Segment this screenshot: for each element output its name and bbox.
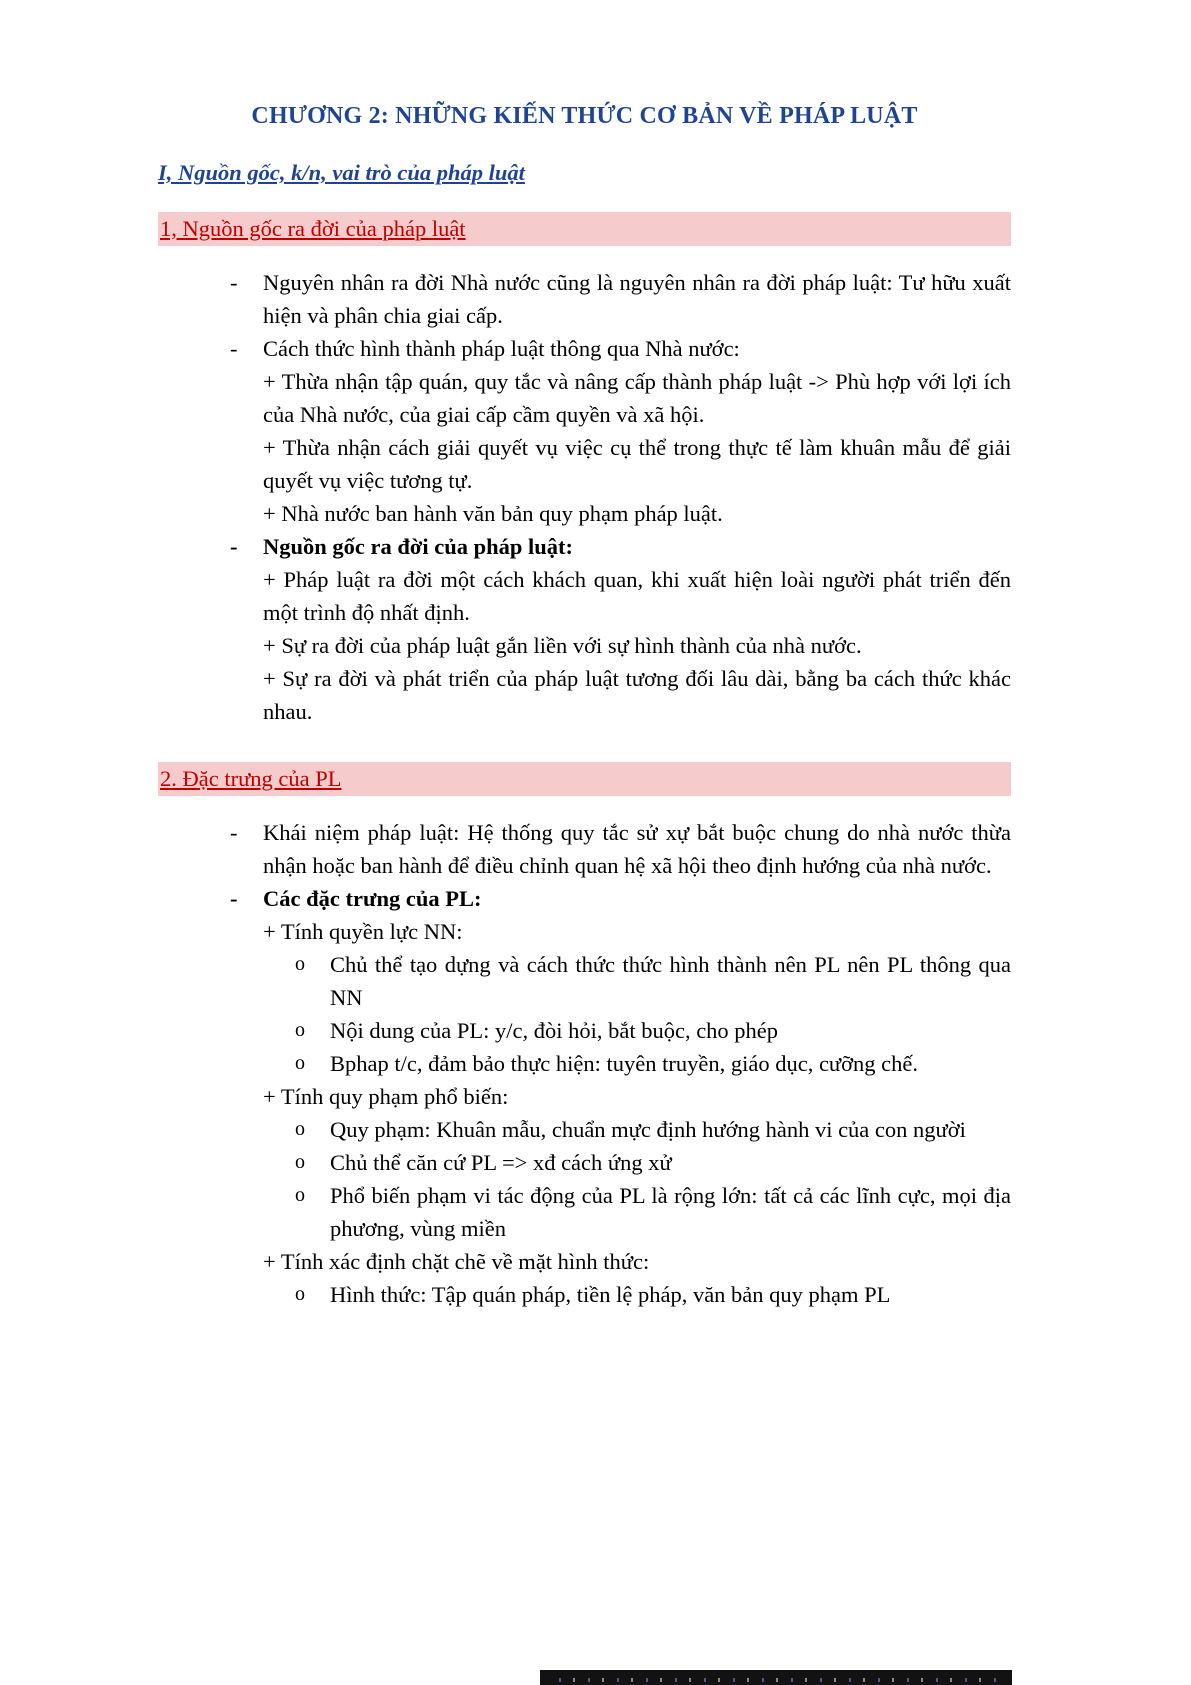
list-item-dash <box>158 266 1011 332</box>
list-item-circle <box>158 1014 1011 1047</box>
list-item-dash <box>158 882 1011 915</box>
list-item-text: Nguyên nhân ra đời Nhà nước cũng là nguyên nhân ra đời pháp luật: Tư hữu xuất hiện và phân chia giai cấp. <box>263 270 1011 328</box>
list-item-text: + Nhà nước ban hành văn bản quy phạm pháp luật. <box>263 501 723 526</box>
section-list-1 <box>158 266 1011 728</box>
list-item-text: Phổ biến phạm vi tác động của PL là rộng lớn: tất cả các lĩnh cực, mọi địa phương, vùng miền <box>330 1183 1011 1241</box>
partial-next-block <box>540 1670 1012 1685</box>
list-item-text: Khái niệm pháp luật: Hệ thống quy tắc sử xự bắt buộc chung do nhà nước thừa nhận hoặc ban hành để điều chỉnh quan hệ xã hội theo định hướng của nhà nước. <box>263 820 1011 878</box>
list-item-circle <box>158 1146 1011 1179</box>
chapter-title: CHƯƠNG 2: NHỮNG KIẾN THỨC CƠ BẢN VỀ PHÁP LUẬT <box>251 103 918 129</box>
list-item-plus <box>158 497 1011 530</box>
circle-bullet: o <box>295 1019 305 1041</box>
list-item-dash <box>158 332 1011 365</box>
section-heading-text: 2. Đặc trưng của PL <box>160 766 342 791</box>
list-item-plus <box>158 563 1011 629</box>
dash-bullet: - <box>230 820 238 845</box>
list-item-text: + Thừa nhận cách giải quyết vụ việc cụ thể trong thực tế làm khuân mẫu để giải quyết vụ việc tương tự. <box>263 435 1011 493</box>
section-i-heading: I, Nguồn gốc, k/n, vai trò của pháp luật <box>158 160 525 185</box>
list-item-text: + Tính quy phạm phổ biến: <box>263 1084 509 1109</box>
list-item-text: + Tính quyền lực NN: <box>263 919 463 944</box>
list-item-dash <box>158 816 1011 882</box>
list-item-circle <box>158 1278 1011 1311</box>
list-item-plus <box>158 629 1011 662</box>
sections-container <box>158 212 1011 1311</box>
circle-bullet: o <box>295 1151 305 1173</box>
dash-bullet: - <box>230 336 238 361</box>
list-item-text: Nguồn gốc ra đời của pháp luật: <box>263 534 574 559</box>
circle-bullet: o <box>295 1283 305 1305</box>
list-item-text: Các đặc trưng của PL: <box>263 886 482 911</box>
list-item-text: + Thừa nhận tập quán, quy tắc và nâng cấp thành pháp luật -> Phù hợp với lợi ích của Nhà nước, của giai cấp cầm quyền và xã hội. <box>263 369 1011 427</box>
list-item-circle <box>158 1047 1011 1080</box>
list-item-plus <box>158 662 1011 728</box>
list-item-circle <box>158 948 1011 1014</box>
list-item-plus <box>158 1245 1011 1278</box>
circle-bullet: o <box>295 1118 305 1140</box>
dash-bullet: - <box>230 886 238 911</box>
list-item-circle <box>158 1113 1011 1146</box>
section-list-2 <box>158 816 1011 1311</box>
list-item-plus <box>158 431 1011 497</box>
circle-bullet: o <box>295 1184 305 1206</box>
list-item-text: Cách thức hình thành pháp luật thông qua Nhà nước: <box>263 336 740 361</box>
list-item-text: + Sự ra đời và phát triển của pháp luật tương đối lâu dài, bằng ba cách thức khác nhau. <box>263 666 1011 724</box>
list-item-text: + Tính xác định chặt chẽ về mặt hình thức: <box>263 1249 650 1274</box>
list-item-dash <box>158 530 1011 563</box>
list-item-text: Chủ thể căn cứ PL => xđ cách ứng xử <box>330 1150 672 1175</box>
list-item-plus <box>158 915 1011 948</box>
list-item-text: Bphap t/c, đảm bảo thực hiện: tuyên truyền, giáo dục, cưỡng chế. <box>330 1051 918 1076</box>
section-heading-2 <box>158 762 1011 796</box>
circle-bullet: o <box>295 953 305 975</box>
dash-bullet: - <box>230 270 238 295</box>
list-item-plus <box>158 365 1011 431</box>
list-item-text: Quy phạm: Khuân mẫu, chuẩn mực định hướng hành vi của con người <box>330 1117 966 1142</box>
list-item-text: + Sự ra đời của pháp luật gắn liền với sự hình thành của nhà nước. <box>263 633 862 658</box>
list-item-text: Hình thức: Tập quán pháp, tiền lệ pháp, văn bản quy phạm PL <box>330 1282 891 1307</box>
section-heading-1 <box>158 212 1011 246</box>
list-item-text: + Pháp luật ra đời một cách khách quan, khi xuất hiện loài người phát triển đến một trình độ nhất định. <box>263 567 1011 625</box>
section-heading-text: 1, Nguồn gốc ra đời của pháp luật <box>160 216 466 241</box>
list-item-text: Chủ thể tạo dựng và cách thức thức hình thành nên PL nên PL thông qua NN <box>330 952 1011 1010</box>
list-item-plus <box>158 1080 1011 1113</box>
dash-bullet: - <box>230 534 238 559</box>
list-item-circle <box>158 1179 1011 1245</box>
circle-bullet: o <box>295 1052 305 1074</box>
list-item-text: Nội dung của PL: y/c, đòi hỏi, bắt buộc, cho phép <box>330 1018 779 1043</box>
